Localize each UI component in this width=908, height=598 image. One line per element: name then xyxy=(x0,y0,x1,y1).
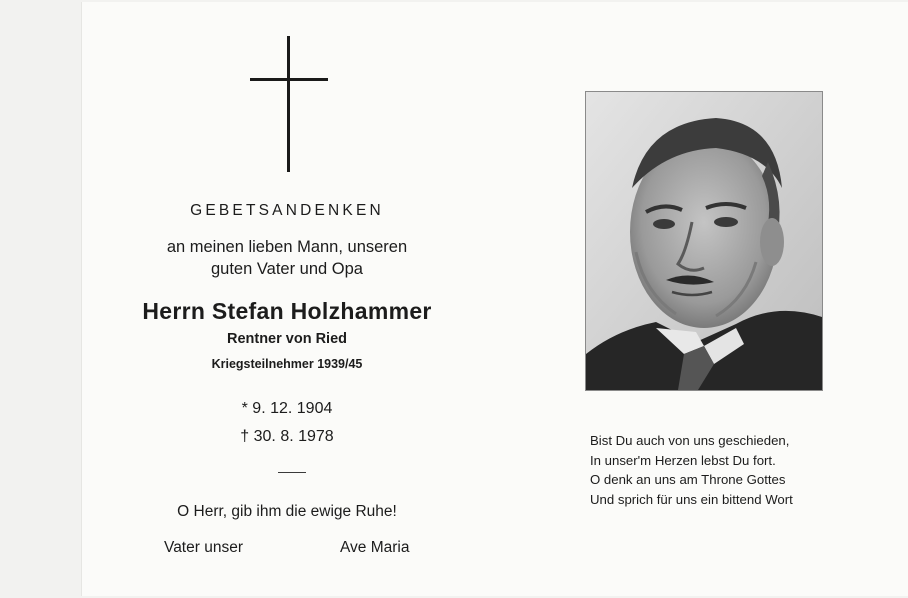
deceased-name: Herrn Stefan Holzhammer xyxy=(142,298,432,324)
occupation: Rentner von Ried xyxy=(226,331,348,347)
dedication-line-1: an meinen lieben Mann, unseren xyxy=(166,238,408,256)
poem-line: In unser'm Herzen lebst Du fort. xyxy=(590,452,776,468)
poem-line: Bist Du auch von uns geschieden, xyxy=(590,433,790,448)
veteran-note: Kriegsteilnehmer 1939/45 xyxy=(211,357,363,371)
divider xyxy=(278,472,306,473)
prayer-ave-maria: Ave Maria xyxy=(340,539,410,556)
prayer-line: O Herr, gib ihm die ewige Ruhe! xyxy=(177,503,397,520)
poem-line: O denk an uns am Throne Gottes xyxy=(590,472,786,487)
card-left-panel xyxy=(82,0,492,598)
prayer-vater-unser: Vater unser xyxy=(164,539,243,556)
death-date: † 30. 8. 1978 xyxy=(240,428,334,445)
card-heading: GEBETSANDENKEN xyxy=(190,202,384,219)
poem-line: Und sprich für uns ein bittend Wort xyxy=(590,491,793,507)
dedication-line-2: guten Vater und Opa xyxy=(211,260,363,278)
portrait-photo xyxy=(585,91,823,391)
birth-date: * 9. 12. 1904 xyxy=(241,400,333,417)
cross-icon xyxy=(250,36,328,172)
memorial-poem xyxy=(590,431,793,509)
